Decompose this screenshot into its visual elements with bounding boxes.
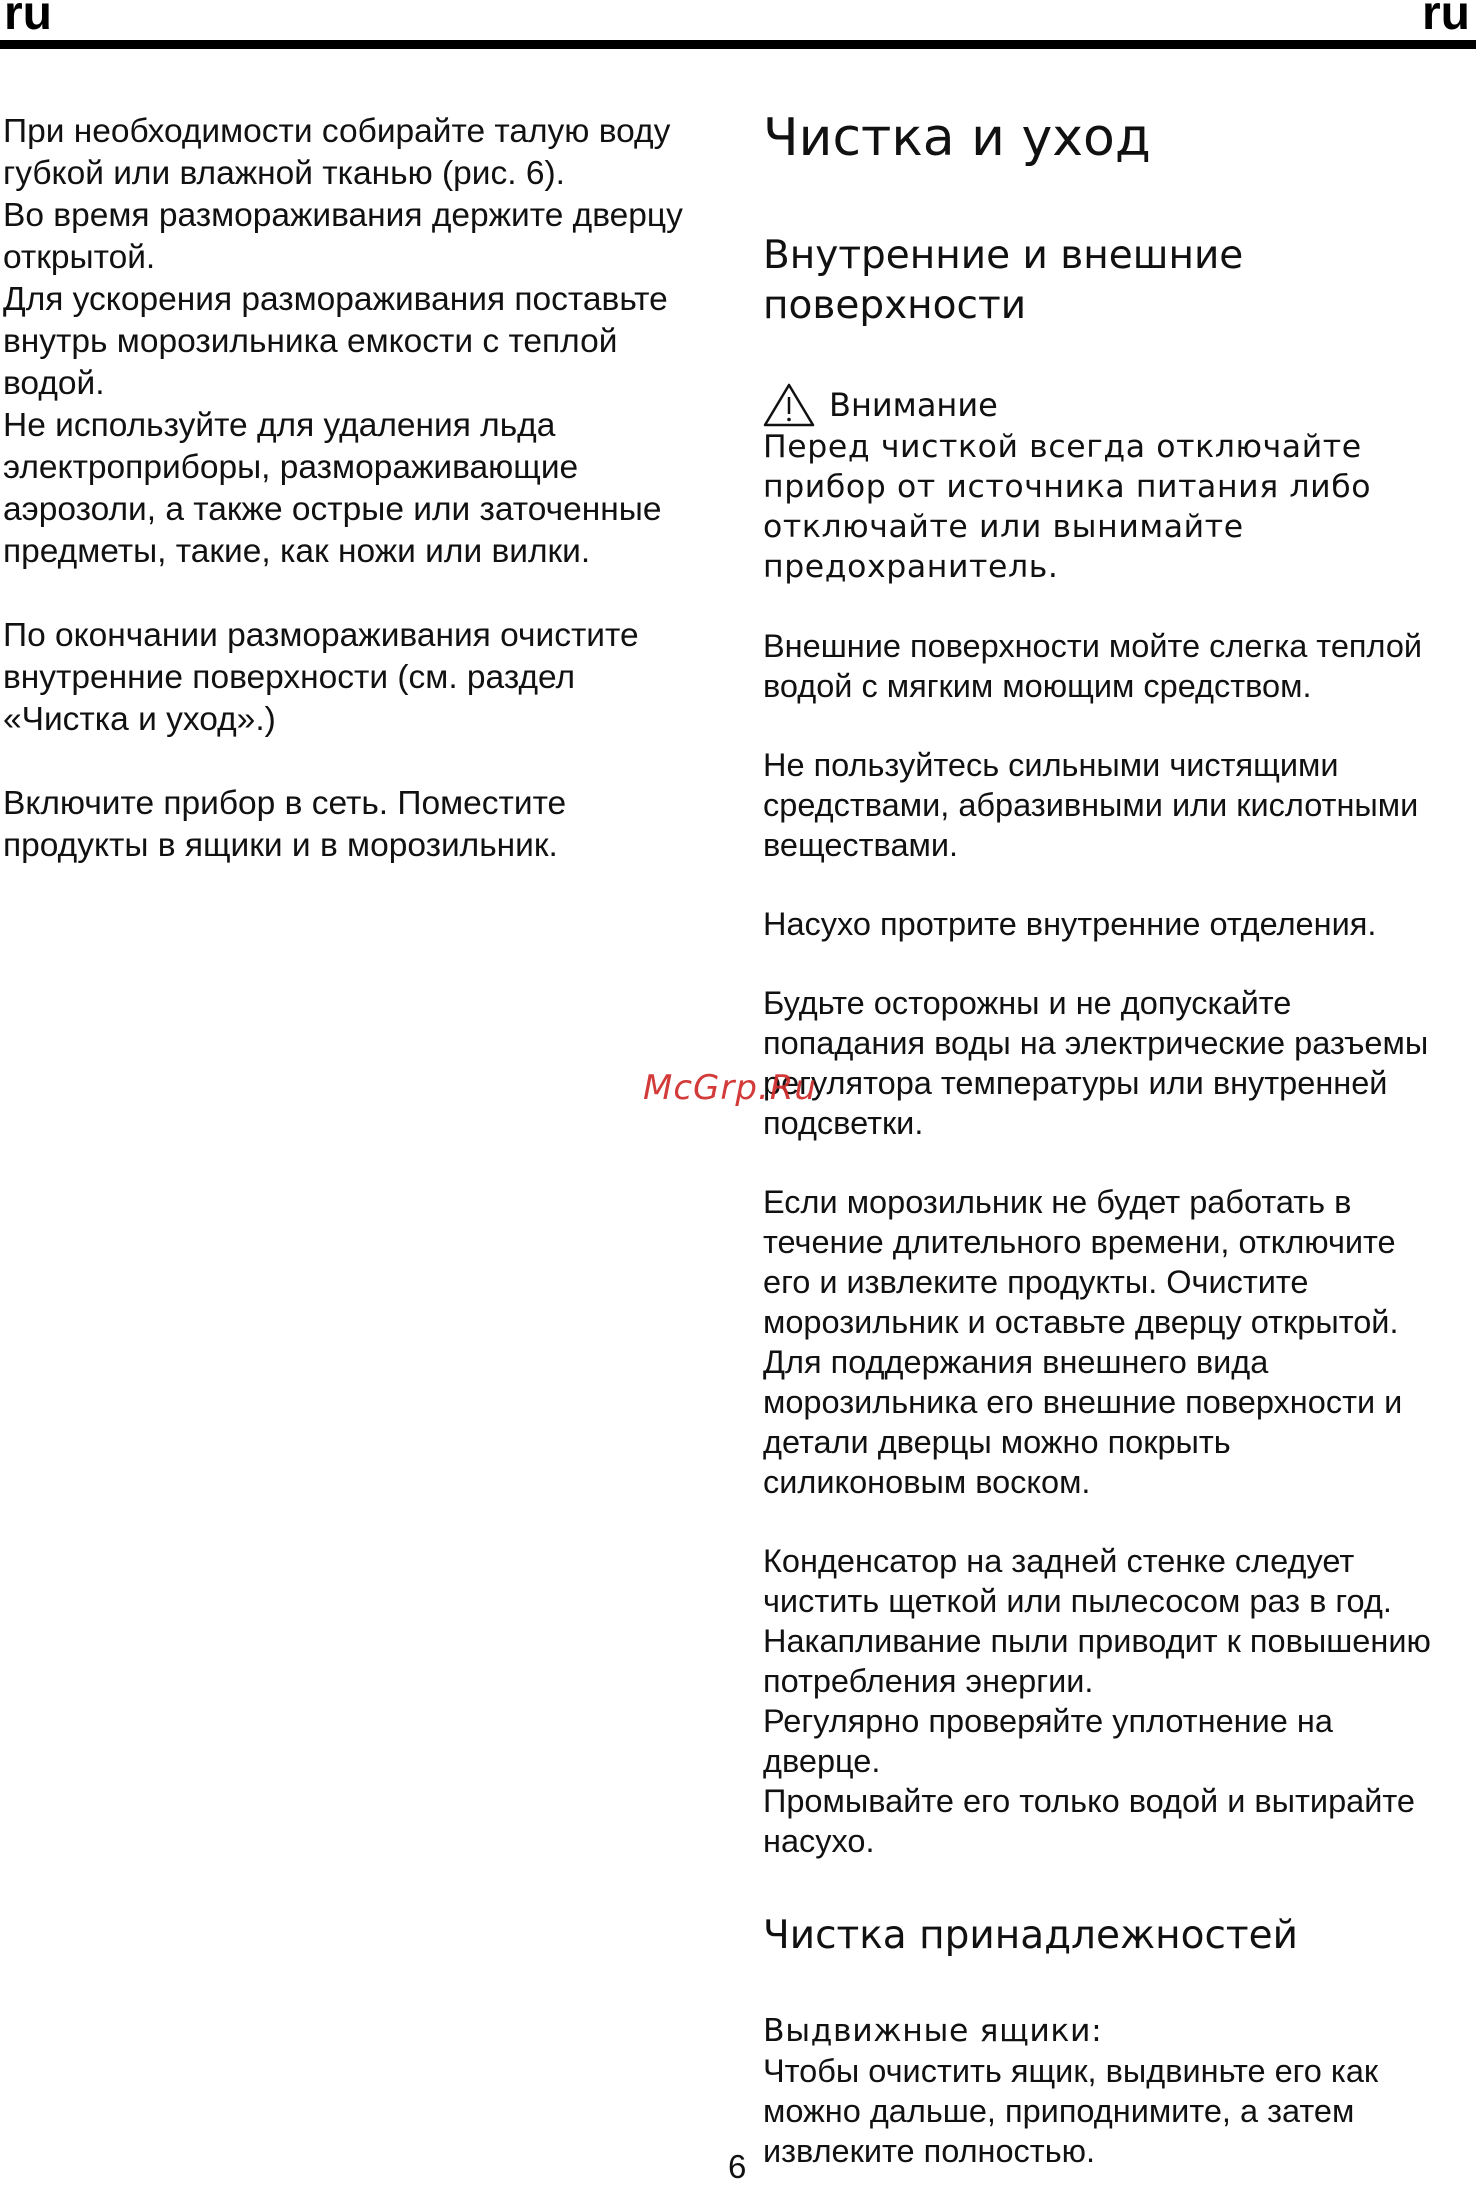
watermark: McGrp.Ru: [643, 1068, 817, 1108]
dry-interior-paragraph: Насухо протрите внутренние отделения.: [763, 906, 1377, 942]
long-storage-paragraph: Если морозильник не будет работать в течение длительного времени, отключите его и извлеките продукты. Очистите морозильник и оставьте дверцу открытой. Для поддержания внешнего вида морозильника его внешние поверхности и детали дверцы можно покрыть силиконовым воском.: [763, 1184, 1403, 1500]
condenser-paragraph: Конденсатор на задней стенке следует чистить щеткой или пылесосом раз в год. Накапливание пыли приводит к повышению потребления энергии. Регулярно проверяйте уплотнение на дверце. Промывайте его только водой и вытирайте насухо.: [763, 1543, 1431, 1859]
warning-label: Внимание: [829, 386, 998, 424]
language-code-right: ru: [1422, 0, 1470, 40]
switch-on-paragraph: Включите прибор в сеть. Поместите продукты в ящики и в морозильник.: [3, 785, 567, 864]
drawers-text: Чтобы очистить ящик, выдвиньте его как можно дальше, приподнимите, а затем извлеките полностью.: [763, 2053, 1379, 2169]
defrost-instructions-paragraph: При необходимости собирайте талую воду губкой или влажной тканью (рис. 6). Во время размораживания держите дверцу открытой. Для ускорения размораживания поставьте внутрь морозильника емкости с теплой водой. Не используйте для удаления льда электроприборы, размораживающие аэрозоли, а также острые или заточенные предметы, такие, как ножи или вилки.: [3, 113, 683, 570]
after-defrost-paragraph: По окончании размораживания очистите внутренние поверхности (см. раздел «Чистка и уход».): [3, 617, 639, 738]
outer-surfaces-paragraph: Внешние поверхности мойте слегка теплой водой с мягким моющим средством.: [763, 628, 1423, 704]
warning-text: Перед чисткой всегда отключайте прибор от источника питания либо отключайте или вынимайте предохранитель.: [763, 429, 1372, 585]
drawers-block: [763, 2011, 1475, 2171]
header-rule: [0, 40, 1476, 49]
subsection-title-surfaces: Внутренние и внешние поверхности: [763, 233, 1244, 328]
warning-block: [763, 383, 1475, 587]
subsection-title-accessories: Чистка принадлежностей: [763, 1913, 1298, 1958]
water-caution-paragraph: Будьте осторожны и не допускайте попадания воды на электрические разъемы регулятора температуры или внутренней подсветки.: [763, 985, 1429, 1141]
right-column: [763, 105, 1475, 2171]
left-column: [3, 111, 723, 867]
language-code-left: ru: [4, 0, 52, 40]
section-title: Чистка и уход: [763, 108, 1151, 168]
page-number: 6: [728, 2148, 747, 2185]
no-abrasives-paragraph: Не пользуйтесь сильными чистящими средствами, абразивными или кислотными веществами.: [763, 747, 1419, 863]
warning-triangle-icon: [763, 383, 815, 427]
drawers-label: Выдвижные ящики:: [763, 2013, 1103, 2049]
